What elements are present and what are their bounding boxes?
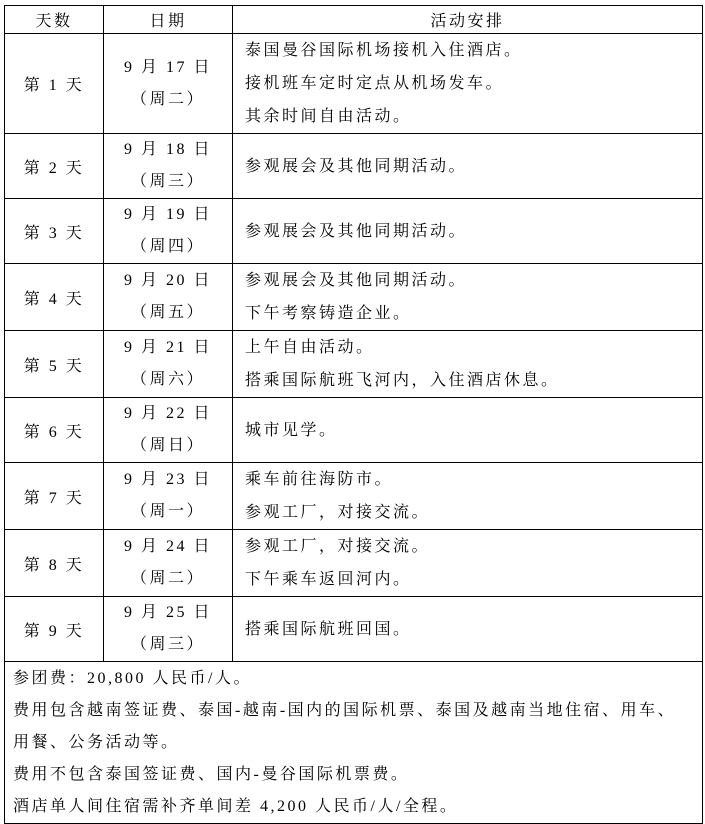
activity-cell [233, 34, 703, 134]
date-cell [104, 134, 233, 199]
table-row-day2 [5, 134, 703, 199]
date-line-1: 9 月 17 日 [123, 58, 212, 76]
activity-line: 接机班车定时定点从机场发车。 [245, 75, 505, 92]
header-date: 日期 [104, 6, 233, 34]
date-line-1: 9 月 24 日 [123, 538, 212, 555]
date-cell [104, 331, 233, 398]
day-cell: 第 3 天 [5, 199, 104, 264]
activity-cell [233, 597, 703, 662]
date-cell [104, 264, 233, 331]
activity-cell [233, 264, 703, 331]
activity-cell [233, 530, 703, 597]
activity-line: 参观展会及其他同期活动。 [245, 272, 468, 289]
day-cell: 第 7 天 [5, 463, 104, 530]
date-line-2: （周四） [130, 238, 205, 255]
activity-line: 下午乘车返回河内。 [245, 571, 412, 588]
itinerary-table [4, 5, 703, 824]
fee-line-excluded: 费用不包含泰国签证费、国内-曼谷国际机票费。 [13, 766, 410, 783]
date-line-1: 9 月 25 日 [123, 604, 212, 621]
fee-line-included: 费用包含越南签证费、泰国-越南-国内的国际机票、泰国及越南当地住宿、用车、用餐、公务活动等。 [13, 702, 677, 751]
table-row-day5 [5, 331, 703, 398]
date-line-2: （周二） [130, 90, 205, 108]
activity-line: 下午考察铸造企业。 [245, 305, 412, 322]
activity-cell [233, 398, 703, 463]
activity-line: 城市见学。 [245, 421, 338, 439]
day-cell: 第 2 天 [5, 134, 104, 199]
activity-line: 参观工厂，对接交流。 [245, 504, 431, 521]
day-cell: 第 4 天 [5, 264, 104, 331]
table-row-day8 [5, 530, 703, 597]
table-row-day9 [5, 597, 703, 662]
date-cell [104, 530, 233, 597]
table-row-day4 [5, 264, 703, 331]
day-cell: 第 8 天 [5, 530, 104, 597]
header-activity: 活动安排 [233, 6, 703, 34]
table-row-day7 [5, 463, 703, 530]
date-line-2: （周六） [130, 371, 205, 388]
table-footer-row [5, 662, 703, 824]
activity-line: 其余时间自由活动。 [245, 108, 412, 125]
date-line-2: （周三） [130, 636, 205, 653]
activity-line: 乘车前往海防市。 [245, 471, 394, 488]
date-line-1: 9 月 20 日 [123, 272, 212, 289]
date-cell [104, 34, 233, 134]
activity-line: 搭乘国际航班回国。 [245, 620, 412, 638]
date-cell [104, 597, 233, 662]
fee-line-price: 参团费：20,800 人民币/人。 [13, 670, 252, 687]
day-cell: 第 9 天 [5, 597, 104, 662]
date-line-2: （周三） [130, 173, 205, 190]
activity-line: 参观展会及其他同期活动。 [245, 157, 468, 175]
table-row-day3 [5, 199, 703, 264]
activity-line: 参观展会及其他同期活动。 [245, 222, 468, 240]
fee-notes-cell [5, 662, 703, 824]
day-cell: 第 6 天 [5, 398, 104, 463]
fee-line-single-room: 酒店单人间住宿需补齐单间差 4,200 人民币/人/全程。 [13, 798, 459, 815]
date-line-1: 9 月 19 日 [123, 206, 212, 223]
activity-line: 泰国曼谷国际机场接机入住酒店。 [245, 42, 523, 59]
header-day: 天数 [5, 6, 104, 34]
date-line-2: （周一） [130, 503, 205, 520]
day-cell: 第 5 天 [5, 331, 104, 398]
activity-line: 搭乘国际航班飞河内，入住酒店休息。 [245, 372, 560, 389]
activity-cell [233, 331, 703, 398]
date-line-1: 9 月 21 日 [123, 339, 212, 356]
activity-line: 参观工厂，对接交流。 [245, 538, 431, 555]
table-header-row [5, 6, 703, 34]
table-row-day1 [5, 34, 703, 134]
activity-line: 上午自由活动。 [245, 339, 375, 356]
date-line-2: （周日） [130, 437, 205, 454]
date-line-1: 9 月 22 日 [123, 405, 212, 422]
table-row-day6 [5, 398, 703, 463]
date-line-2: （周五） [130, 304, 205, 321]
date-cell [104, 463, 233, 530]
date-line-1: 9 月 23 日 [123, 471, 212, 488]
activity-cell [233, 199, 703, 264]
day-cell: 第 1 天 [5, 34, 104, 134]
date-line-1: 9 月 18 日 [123, 141, 212, 158]
date-cell [104, 199, 233, 264]
activity-cell [233, 134, 703, 199]
activity-cell [233, 463, 703, 530]
date-cell [104, 398, 233, 463]
date-line-2: （周二） [130, 570, 205, 587]
